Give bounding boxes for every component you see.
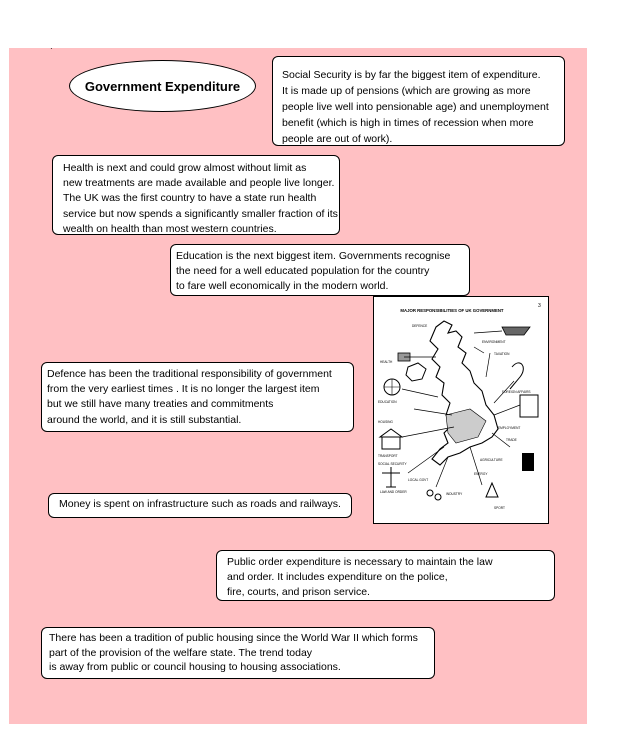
map-label: EMPLOYMENT (498, 426, 521, 430)
health-box (52, 155, 340, 235)
text-line: the need for a well educated population for the country (176, 265, 430, 278)
text-line: from the very earliest times . It is no longer the largest item (47, 383, 320, 396)
text-line: Social Security is by far the biggest item of expenditure. (282, 69, 541, 81)
ship-icon (502, 327, 530, 335)
person-icon (427, 490, 433, 496)
text-line: Education is the next biggest item. Governments recognise (176, 250, 451, 262)
document-icon (522, 453, 534, 471)
map-label: SPORT (494, 506, 505, 510)
map-label: AGRICULTURE (480, 458, 503, 462)
map-label: LOCAL GOVT (408, 478, 429, 482)
balloon-icon (510, 363, 523, 389)
text-line: and order. It includes expenditure on the police, (227, 571, 448, 584)
map-label: EDUCATION (378, 400, 397, 404)
ni-outline (406, 363, 426, 381)
text-line: Money is spent on infrastructure such as roads and railways. (59, 498, 341, 510)
map-illustration (374, 297, 548, 523)
page-title: Government Expenditure (84, 78, 241, 94)
text-line: around the world, and it is still substantial. (47, 413, 242, 426)
scales-icon (382, 467, 400, 487)
text-line: wealth on health than most western countries. (63, 222, 277, 235)
housing-box (41, 627, 435, 679)
map-label: FOREIGN AFFAIRS (502, 390, 531, 394)
text-line: people live well into pensionable age) and unemployment (282, 101, 549, 113)
text-line: service but now spends a significantly smaller fraction of its (63, 207, 338, 220)
map-label: INDUSTRY (446, 492, 463, 496)
person2-icon (435, 494, 441, 500)
text-line: fire, courts, and prison service. (227, 586, 370, 599)
bank-roof-icon (380, 429, 402, 437)
social-security-box (272, 56, 565, 146)
map-label: HOUSING (378, 420, 393, 424)
stray-mark: · (50, 44, 53, 53)
text-line: It is made up of pensions (which are growing as more (282, 85, 531, 97)
text-line: Health is next and could grow almost without limit as (63, 162, 307, 174)
map-label: HEALTH (380, 360, 393, 364)
text-line: Defence has been the traditional responsibility of government (47, 368, 332, 380)
infrastructure-box (48, 493, 352, 518)
text-line: new treatments are made available and people live longer. (63, 177, 335, 190)
text-line: part of the provision of the welfare state. The trend today (49, 646, 313, 659)
text-line: people are out of work). (282, 133, 393, 145)
map-label: TRANSPORT (378, 454, 398, 458)
map-label: TAXATION (494, 352, 510, 356)
text-line: benefit (which is high in times of recession when more (282, 117, 534, 129)
title-oval (69, 60, 256, 112)
map-title: MAJOR RESPONSIBILITIES OF UK GOVERNMENT (400, 308, 504, 313)
text-line: There has been a tradition of public housing since the World War II which forms (49, 632, 418, 644)
text-line: but we still have many treaties and commitments (47, 398, 274, 411)
text-line: Public order expenditure is necessary to maintain the law (227, 556, 493, 568)
map-label: TRADE (506, 438, 517, 442)
bank-icon (382, 437, 400, 449)
text-line: The UK was the first country to have a state run health (63, 192, 317, 205)
scroll-icon (520, 395, 538, 417)
map-label: SOCIAL SECURITY (378, 462, 407, 466)
text-line: to fare well economically in the modern world. (176, 280, 389, 293)
map-label: ENVIRONMENT (482, 340, 506, 344)
map-corner-number: 3 (538, 303, 541, 309)
education-box (170, 244, 470, 296)
defence-box (41, 362, 354, 432)
drop-icon (486, 483, 498, 497)
text-line: is away from public or council housing to housing associations. (49, 661, 341, 673)
map-label: DEFENCE (412, 324, 428, 328)
public-order-box (216, 550, 555, 601)
map-label: LAW AND ORDER (380, 490, 407, 494)
map-label: ENERGY (474, 472, 488, 476)
uk-responsibilities-map (373, 296, 549, 524)
